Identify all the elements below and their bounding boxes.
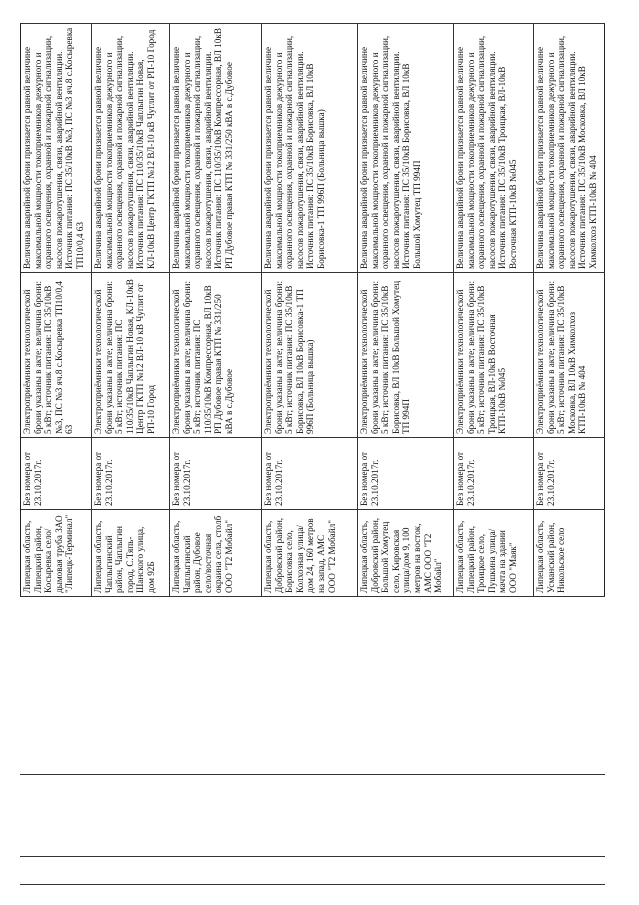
- empty-rule-line: [20, 774, 605, 775]
- location-cell: Липецкая область, Липецкий район, Троицкое село, Пушкина улица/ мачта на здании ООО "Маяк": [454, 510, 533, 597]
- location-cell: Липецкая область, Добровский район, Борисовка село, Колхозная улица/дом 24, 160 метров на запад, АМС ООО "Т2 Мобайл": [262, 510, 357, 597]
- location-cell: Липецкая область, Чаплыгинский район, Чаплыгин город, С.Тяпь-Шанского улица, дом 92Б: [92, 510, 169, 597]
- emergency-reserve-cell: Величина аварийной брони признается равной величине максимальной мощности токоприемников дежурного и охранного освещения, охранной и пожарной сигнализации, насосов пожаротушения, связи, аварийной вентиляции. Источник питания: ПС 35/10кВ Борисовка, ВЛ 10кВ Борисовка-1 ТП 996П (Больница вышка): [262, 23, 357, 273]
- table-row: [261, 23, 357, 597]
- registration-cell: Без номера от 23.10.2017г.: [21, 438, 91, 510]
- registration-cell: Без номера от 23.10.2017г.: [262, 438, 357, 510]
- tech-reserve-cell: Электроприёмники технологической брони указаны в акте; величина брони: 5 кВт; источник питания: ПС 35/10кВ Троицкая, ВЛ-10кВ Восточная КТП-10кВ №045: [454, 273, 533, 438]
- reserve-table: [20, 23, 605, 597]
- empty-rule-line: [20, 884, 605, 885]
- table-row: [453, 23, 533, 597]
- emergency-reserve-cell: Величина аварийной брони признается равной величине максимальной мощности токоприемников дежурного и охранного освещения, охранной и пожарной сигнализации, насосов пожаротушения, связи, аварийной вентиляции. Источник питания: ПС 35/10кВ Московка, ВЛ 10кВ Химколхоз КТП-10кВ № 404: [534, 23, 605, 273]
- emergency-reserve-cell: Величина аварийной брони признается равной величине максимальной мощности токоприемников дежурного и охранного освещения, охранной и пожарной сигнализации, насосов пожаротушения, связи, аварийной вентиляции. Источник питания: ПС 110/35/10кВ Чаплыгин Новая, КЛ-10кВ Центр ГКТП №12 ВЛ-10 кВ Чуглит от РП-10 Город: [92, 23, 169, 273]
- location-cell: Липецкая область, Усманский район, Никольское село: [534, 510, 605, 597]
- tech-reserve-cell: Электроприёмники технологической брони указаны в акте; величина брони: 5 кВт; источник питания: ПС 110/35/10кВ Компрессорная, ВЛ 10кВ РП Дубовое правая КТП № 331/250 кВА в с.Дубовое: [170, 273, 261, 438]
- emergency-reserve-cell: Величина аварийной брони признается равной величине максимальной мощности токоприемников дежурного и охранного освещения, охранной и пожарной сигнализации, насосов пожаротушения, связи, аварийной вентиляции. Источник питания: ПС 110/35/10кВ Компрессорная, ВЛ 10кВ РП Дубовое правая КТП № 331/250 кВА в с.Дубовое: [170, 23, 261, 273]
- table-row: [91, 23, 169, 597]
- table-row: [169, 23, 261, 597]
- location-cell: Липецкая область, Чаплыгинский район, Дубовое село/восточная окраина села, столб ООО "Т2 Мобайл": [170, 510, 261, 597]
- table-row: [533, 23, 605, 597]
- tech-reserve-cell: Электроприёмники технологической брони указаны в акте; величина брони: 5 кВт; источник питания: ПС 35/10кВ №3, ПС №3 яч.8 с.Косыревка ТП10/0,4 63: [21, 273, 91, 438]
- location-cell: Липецкая область, Липецкий район, Косыревка село/дымовая труба ЗАО "Липецк-Терминал": [21, 510, 91, 597]
- registration-cell: Без номера от 23.10.2017г.: [534, 438, 605, 510]
- registration-cell: Без номера от 23.10.2017г.: [170, 438, 261, 510]
- emergency-reserve-cell: Величина аварийной брони признается равной величине максимальной мощности токоприемников дежурного и охранного освещения, охранной и пожарной сигнализации, насосов пожаротушения, связи, аварийной вентиляции. Источник питания: ПС 35/10кВ Борисовка, ВЛ 10кВ Большой Хомутец ТП 994П: [358, 23, 453, 273]
- tech-reserve-cell: Электроприёмники технологической брони указаны в акте; величина брони: 5 кВт; источник питания: ПС 110/35/10кВ Чаплыгин Новая, КЛ-10кВ Центр ГКТП №12 ВЛ-10 кВ Чуглит от РП-10 Город: [92, 273, 169, 438]
- registration-cell: Без номера от 23.10.2017г.: [92, 438, 169, 510]
- registration-cell: Без номера от 23.10.2017г.: [358, 438, 453, 510]
- emergency-reserve-cell: Величина аварийной брони признается равной величине максимальной мощности токоприемников дежурного и охранного освещения, охранной и пожарной сигнализации, насосов пожаротушения, связи, аварийной вентиляции. Источник питания: ПС 35/10кВ №3, ПС №3 яч.8 с.Косыревка ТП10/0,4 63: [21, 23, 91, 273]
- table-row: [357, 23, 453, 597]
- emergency-reserve-cell: Величина аварийной брони признается равной величине максимальной мощности токоприемников дежурного и охранного освещения, охранной и пожарной сигнализации, насосов пожаротушения, связи, аварийной вентиляции. Источник питания: ПС 35/10кВ Троицкая, ВЛ-10кВ Восточная КТП-10кВ №045: [454, 23, 533, 273]
- empty-rule-line: [20, 856, 605, 857]
- location-cell: Липецкая область, Добровский район, Большой Хомутец село, Кировская улица/дом 9, 100 метров на восток, АМС ООО "Т2 Мобайл": [358, 510, 453, 597]
- table-row: [21, 23, 91, 597]
- tech-reserve-cell: Электроприёмники технологической брони указаны в акте; величина брони: 5 кВт; источник питания: ПС 35/10кВ Борисовка, ВЛ 10кВ Большой Хомутец ТП 994П: [358, 273, 453, 438]
- tech-reserve-cell: Электроприёмники технологической брони указаны в акте; величина брони: 5 кВт; источник питания: ПС 35/10кВ Московка, ВЛ 10кВ Химколхоз КТП-10кВ № 404: [534, 273, 605, 438]
- tech-reserve-cell: Электроприёмники технологической брони указаны в акте; величина брони: 5 кВт; источник питания: ПС 35/10кВ Борисовка, ВЛ 10кВ Борисовка-1 ТП 996П (Больница вышка): [262, 273, 357, 438]
- registration-cell: Без номера от 23.10.2017г.: [454, 438, 533, 510]
